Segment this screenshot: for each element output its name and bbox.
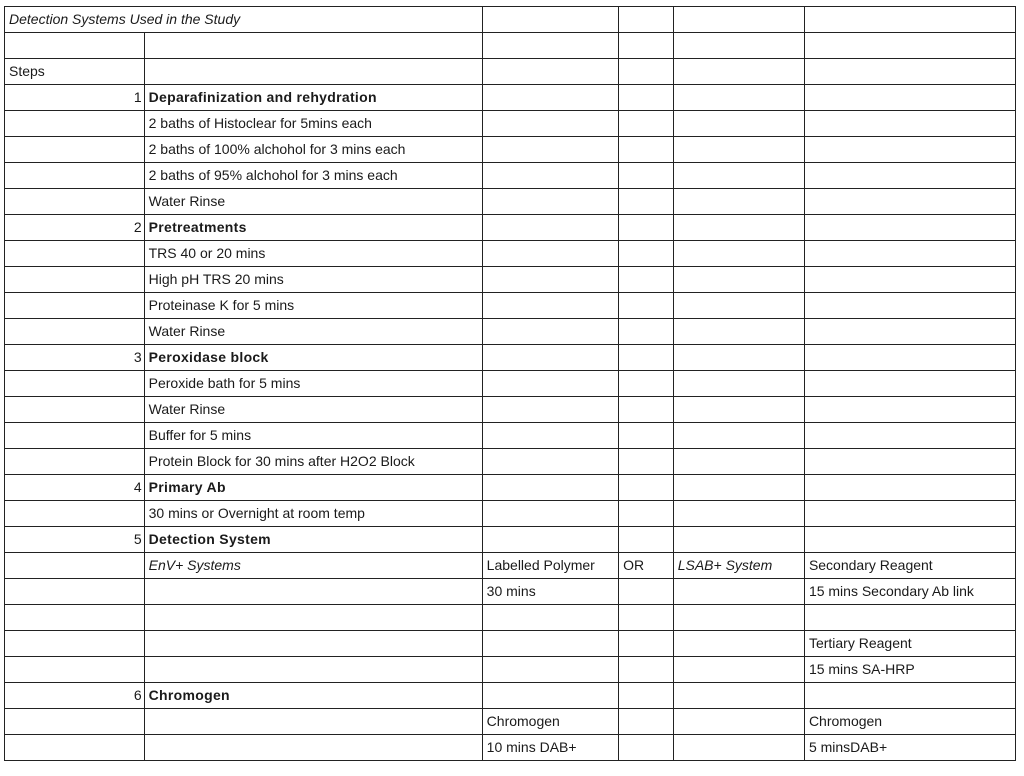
table-row <box>5 397 1016 423</box>
table-cell <box>482 85 618 111</box>
table-cell <box>619 683 674 709</box>
table-cell <box>673 345 804 371</box>
table-cell: 30 mins or Overnight at room temp <box>144 501 482 527</box>
table-cell <box>673 59 804 85</box>
table-cell <box>619 7 674 33</box>
table-cell <box>482 345 618 371</box>
table-cell <box>619 267 674 293</box>
table-cell <box>5 631 145 657</box>
table-row <box>5 371 1016 397</box>
table-row <box>5 709 1016 735</box>
table-cell <box>144 631 482 657</box>
table-cell: 4 <box>5 475 145 501</box>
table-cell <box>482 319 618 345</box>
table-cell <box>5 605 145 631</box>
table-cell <box>5 111 145 137</box>
table-cell <box>673 111 804 137</box>
table-row <box>5 33 1016 59</box>
table-row <box>5 241 1016 267</box>
table-cell <box>5 319 145 345</box>
table-cell: Chromogen <box>144 683 482 709</box>
table-cell <box>673 527 804 553</box>
table-cell <box>673 423 804 449</box>
table-cell <box>619 579 674 605</box>
table-cell: TRS 40 or 20 mins <box>144 241 482 267</box>
table-cell <box>673 371 804 397</box>
table-row <box>5 85 1016 111</box>
table-cell <box>482 657 618 683</box>
table-cell <box>673 709 804 735</box>
table-cell: 2 <box>5 215 145 241</box>
table-row <box>5 319 1016 345</box>
table-cell: EnV+ Systems <box>144 553 482 579</box>
table-cell: Protein Block for 30 mins after H2O2 Block <box>144 449 482 475</box>
table-cell <box>804 215 1015 241</box>
table-cell <box>482 241 618 267</box>
table-cell <box>619 423 674 449</box>
table-cell <box>804 449 1015 475</box>
table-cell <box>673 189 804 215</box>
table-cell <box>619 475 674 501</box>
table-row <box>5 59 1016 85</box>
table-cell: Water Rinse <box>144 189 482 215</box>
table-cell <box>804 85 1015 111</box>
table-cell: 2 baths of 95% alchohol for 3 mins each <box>144 163 482 189</box>
table-cell <box>673 293 804 319</box>
table-cell: 2 baths of Histoclear for 5mins each <box>144 111 482 137</box>
table-cell <box>482 605 618 631</box>
table-cell <box>482 371 618 397</box>
table-row <box>5 605 1016 631</box>
table-cell <box>619 215 674 241</box>
table-row <box>5 475 1016 501</box>
table-cell <box>804 33 1015 59</box>
table-cell <box>673 475 804 501</box>
table-cell <box>5 553 145 579</box>
table-row <box>5 527 1016 553</box>
table-row <box>5 553 1016 579</box>
table-cell <box>804 7 1015 33</box>
table-cell <box>482 215 618 241</box>
table-title: Detection Systems Used in the Study <box>5 7 483 33</box>
table-cell: 5 minsDAB+ <box>804 735 1015 761</box>
table-cell <box>619 605 674 631</box>
table-cell <box>482 527 618 553</box>
table-row <box>5 345 1016 371</box>
table-cell: Deparafinization and rehydration <box>144 85 482 111</box>
table-cell <box>482 475 618 501</box>
table-cell <box>482 397 618 423</box>
table-cell <box>5 657 145 683</box>
table-cell <box>619 319 674 345</box>
table-cell <box>804 293 1015 319</box>
table-cell <box>5 371 145 397</box>
table-row <box>5 501 1016 527</box>
table-cell: 6 <box>5 683 145 709</box>
table-cell <box>673 215 804 241</box>
table-row <box>5 189 1016 215</box>
table-cell <box>5 189 145 215</box>
table-cell <box>5 735 145 761</box>
table-cell <box>619 59 674 85</box>
table-cell <box>804 475 1015 501</box>
table-cell <box>5 33 145 59</box>
table-cell <box>144 657 482 683</box>
table-cell <box>804 371 1015 397</box>
table-cell <box>619 735 674 761</box>
table-cell <box>673 7 804 33</box>
table-cell <box>673 33 804 59</box>
table-cell <box>804 345 1015 371</box>
table-cell: Peroxide bath for 5 mins <box>144 371 482 397</box>
table-cell <box>673 137 804 163</box>
table-cell <box>804 111 1015 137</box>
table-row <box>5 735 1016 761</box>
table-cell <box>5 293 145 319</box>
table-cell <box>619 345 674 371</box>
table-cell <box>673 631 804 657</box>
table-cell <box>619 111 674 137</box>
table-row <box>5 111 1016 137</box>
table-cell: 5 <box>5 527 145 553</box>
table-row <box>5 657 1016 683</box>
table-cell <box>144 33 482 59</box>
table-cell <box>804 501 1015 527</box>
table-cell <box>482 189 618 215</box>
table-cell <box>673 605 804 631</box>
table-cell <box>482 501 618 527</box>
table-cell <box>144 735 482 761</box>
table-cell <box>482 631 618 657</box>
table-row <box>5 137 1016 163</box>
table-cell <box>144 59 482 85</box>
table-cell <box>482 111 618 137</box>
table-cell <box>619 85 674 111</box>
table-cell <box>804 189 1015 215</box>
table-cell <box>804 59 1015 85</box>
table-row <box>5 163 1016 189</box>
table-cell <box>5 579 145 605</box>
table-cell: Chromogen <box>482 709 618 735</box>
table-cell <box>619 241 674 267</box>
table-cell <box>482 423 618 449</box>
table-cell <box>482 33 618 59</box>
table-cell <box>482 267 618 293</box>
table-cell <box>5 241 145 267</box>
table-cell <box>619 709 674 735</box>
table-cell <box>804 163 1015 189</box>
table-cell <box>482 137 618 163</box>
table-body <box>5 7 1016 761</box>
table-cell: 1 <box>5 85 145 111</box>
table-cell: OR <box>619 553 674 579</box>
table-cell <box>804 683 1015 709</box>
table-cell <box>619 449 674 475</box>
table-cell <box>482 163 618 189</box>
table-row <box>5 215 1016 241</box>
table-cell <box>482 683 618 709</box>
table-cell <box>804 527 1015 553</box>
table-cell <box>5 397 145 423</box>
table-row <box>5 683 1016 709</box>
table-cell <box>619 631 674 657</box>
table-cell <box>673 657 804 683</box>
table-cell <box>804 137 1015 163</box>
table-cell <box>619 397 674 423</box>
table-cell <box>804 397 1015 423</box>
table-cell: 10 mins DAB+ <box>482 735 618 761</box>
table-cell <box>619 293 674 319</box>
table-cell <box>619 657 674 683</box>
table-cell: Water Rinse <box>144 319 482 345</box>
table-cell <box>673 397 804 423</box>
table-cell: Detection System <box>144 527 482 553</box>
table-cell: 15 mins Secondary Ab link <box>804 579 1015 605</box>
table-cell: Peroxidase block <box>144 345 482 371</box>
table-row <box>5 423 1016 449</box>
table-cell <box>673 449 804 475</box>
table-row <box>5 293 1016 319</box>
table-cell: 3 <box>5 345 145 371</box>
table-cell <box>673 319 804 345</box>
table-cell <box>673 579 804 605</box>
table-cell: Labelled Polymer <box>482 553 618 579</box>
table-cell <box>619 527 674 553</box>
table-cell <box>673 241 804 267</box>
table-cell: Water Rinse <box>144 397 482 423</box>
table-cell <box>5 163 145 189</box>
table-cell: Secondary Reagent <box>804 553 1015 579</box>
table-cell <box>5 449 145 475</box>
table-cell <box>5 709 145 735</box>
table-cell <box>804 319 1015 345</box>
table-cell: Tertiary Reagent <box>804 631 1015 657</box>
table-row <box>5 579 1016 605</box>
table-cell <box>5 137 145 163</box>
table-cell: Proteinase K for 5 mins <box>144 293 482 319</box>
table-cell <box>144 709 482 735</box>
table-cell <box>673 267 804 293</box>
table-cell <box>5 423 145 449</box>
table-cell <box>673 735 804 761</box>
table-cell <box>804 241 1015 267</box>
table-cell <box>619 501 674 527</box>
table-cell <box>673 163 804 189</box>
table-cell <box>144 605 482 631</box>
table-cell <box>482 293 618 319</box>
table-row <box>5 631 1016 657</box>
table-cell <box>144 579 482 605</box>
table-cell <box>619 33 674 59</box>
steps-label: Steps <box>5 59 145 85</box>
table-cell: Chromogen <box>804 709 1015 735</box>
table-cell <box>619 371 674 397</box>
table-cell <box>5 267 145 293</box>
table-cell <box>673 501 804 527</box>
table-cell <box>673 85 804 111</box>
table-cell <box>482 7 618 33</box>
table-cell: Buffer for 5 mins <box>144 423 482 449</box>
table-cell: 30 mins <box>482 579 618 605</box>
detection-systems-table <box>4 6 1016 761</box>
table-row <box>5 449 1016 475</box>
table-cell: Primary Ab <box>144 475 482 501</box>
table-cell <box>482 59 618 85</box>
table-cell <box>619 163 674 189</box>
table-cell <box>804 267 1015 293</box>
table-row <box>5 267 1016 293</box>
table-cell: 2 baths of 100% alchohol for 3 mins each <box>144 137 482 163</box>
table-cell <box>482 449 618 475</box>
table-cell: LSAB+ System <box>673 553 804 579</box>
table-cell: 15 mins SA-HRP <box>804 657 1015 683</box>
table-cell <box>804 605 1015 631</box>
table-cell: Pretreatments <box>144 215 482 241</box>
table-cell <box>619 189 674 215</box>
table-cell: High pH TRS 20 mins <box>144 267 482 293</box>
table-title-row <box>5 7 1016 33</box>
table-cell <box>619 137 674 163</box>
table-cell <box>804 423 1015 449</box>
table-cell <box>673 683 804 709</box>
table-cell <box>5 501 145 527</box>
